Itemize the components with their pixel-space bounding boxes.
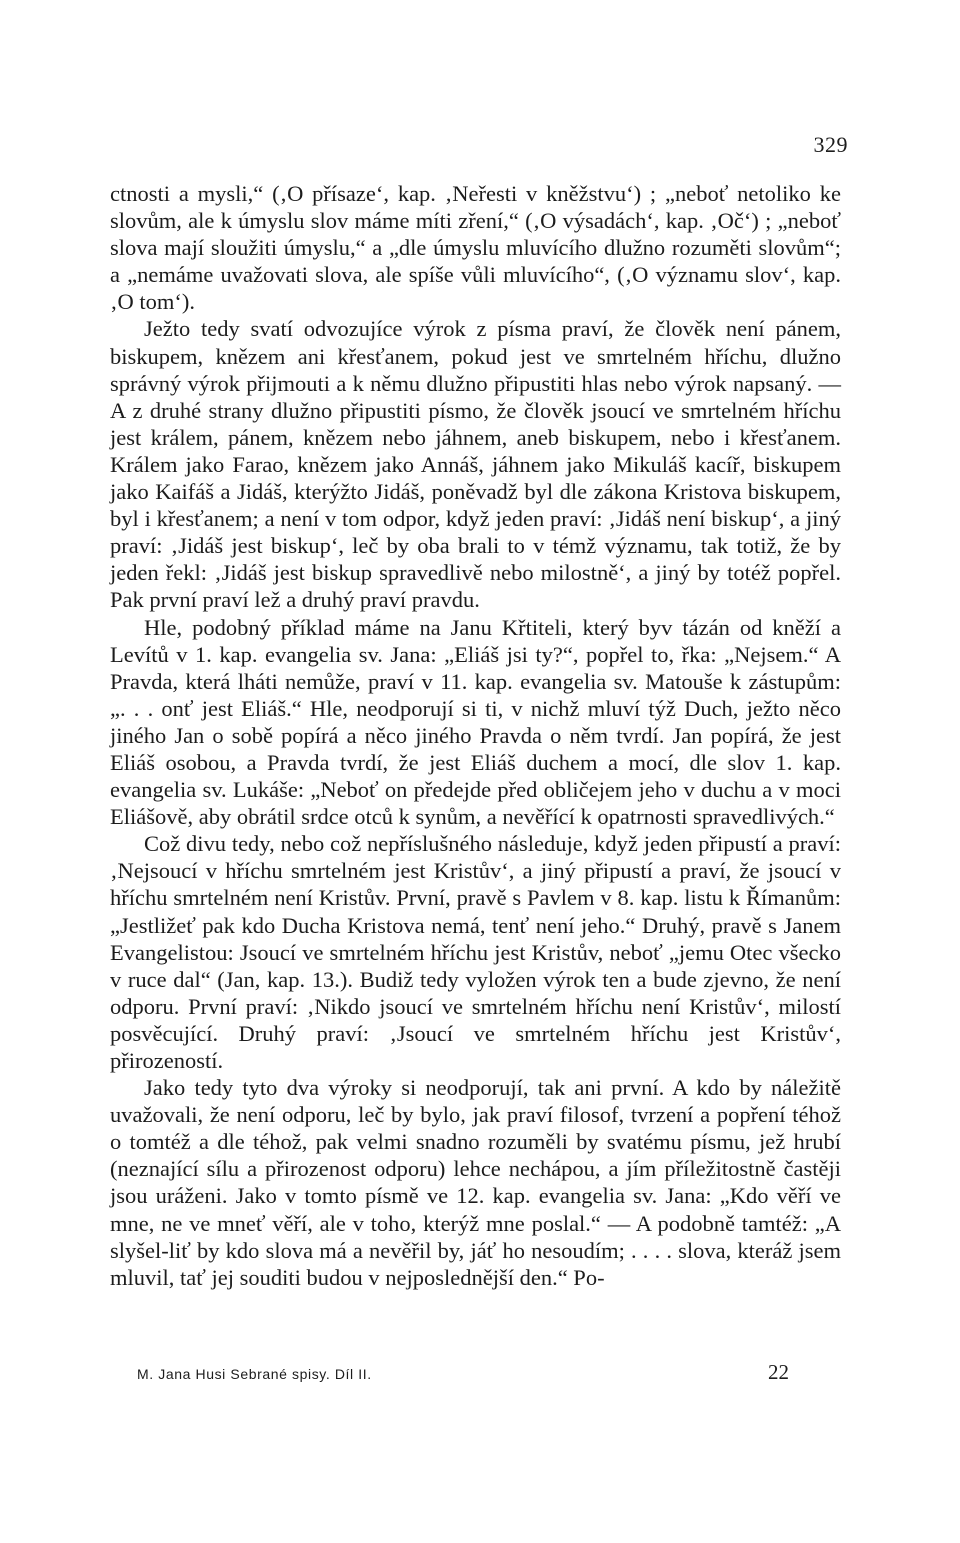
footer-title: M. Jana Husi Sebrané spisy. Díl II.	[137, 1366, 372, 1382]
paragraph-2: Ježto tedy svatí odvozujíce výrok z písma praví, že člověk není pánem, biskupem, knězem ani křesťanem, pokud jest ve smrtelném hříchu, dlužno správný výrok přijmouti a k němu dlužno připustiti hlas nebo výrok napsaný. — A z druhé strany dlužno připustiti písmo, že člověk jsoucí ve smrtelném hříchu jest králem, pánem, knězem nebo jáhnem, aneb biskupem, nebo i křesťanem. Králem jako Farao, knězem jako Annáš, jáhnem jako Mikuláš kacíř, biskupem jako Kaifáš a Jidáš, kterýžto Jidáš, poněvadž byl dle zákona Kristova biskupem, byl i křesťanem; a není v tom odpor, když jeden praví: ‚Jidáš není biskup‘, a jiný praví: ‚Jidáš jest biskup‘, leč by oba brali to v témž významu, tak totiž, že by jeden řekl: ‚Jidáš jest biskup spravedlivě nebo milostně‘, a jiný by totéž popřel. Pak první praví lež a druhý praví pravdu.	[110, 316, 841, 613]
signature-mark: 22	[768, 1360, 789, 1384]
page-footer	[137, 1360, 789, 1385]
paragraph-1: ctnosti a mysli,“ (‚O přísaze‘, kap. ‚Neřesti v kněžstvu‘) ; „neboť netoliko ke slovům, ale k úmyslu slov máme míti zření,“ (‚O výsadách‘, kap. ‚Oč‘) ; „neboť slova mají sloužiti úmyslu,“ a „dle úmyslu mluvícího dlužno rozuměti slovům“; a „nemáme uvažovati slova, ale spíše vůli mluvícího“, (‚O významu slov‘, kap. ‚O tom‘).	[110, 181, 841, 315]
paragraph-4: Což divu tedy, nebo což nepříslušného následuje, když jeden připustí a praví: ‚Nejsoucí v hříchu smrtelném jest Kristův‘, a jiný připustí a praví, že jsoucí v hříchu smrtelném není Kristův. První, pravě s Pavlem v 8. kap. listu k Římanům: „Jestližeť pak kdo Ducha Kristova nemá, tenť není jeho.“ Druhý, pravě s Janem Evangelistou: Jsoucí ve smrtelném hříchu jest Kristův, neboť „jemu Otec všecko v ruce dal“ (Jan, kap. 13.). Budiž tedy vyložen výrok ten a bude zjevno, že není odporu. První praví: ‚Nikdo jsoucí ve smrtelném hříchu není Kristův‘, milostí posvěcující. Druhý praví: ‚Jsoucí ve smrtelném hříchu jest Kristův‘, přirozeností.	[110, 831, 841, 1073]
body-text	[110, 180, 841, 1291]
paragraph-5: Jako tedy tyto dva výroky si neodporují, tak ani první. A kdo by náležitě uvažovali, že není odporu, leč by bylo, jak praví filosof, tvrzení a popření téhož o tomtéž a dle téhož, pak velmi snadno rozuměli by svatému písmu, jež hrubí (neznající sílu a přirozenost odporu) lehce nechápou, a jím příležitostně častěji jsou uráženi. Jako v tomto písmě ve 12. kap. evangelia sv. Jana: „Kdo věří ve mne, ne ve mneť věří, ale v toho, kterýž mne poslal.“ — A podobně tamtéž: „A slyšel-liť by kdo slova má a nevěřil by, jáť ho nesoudím; . . . . slova, kteráž jsem mluvil, tať jej souditi budou v nejposlednější den.“ Po-	[110, 1075, 841, 1290]
paragraph-3: Hle, podobný příklad máme na Janu Křtiteli, který byv tázán od kněží a Levítů v 1. kap. evangelia sv. Jana: „Eliáš jsi ty?“, popřel to, řka: „Nejsem.“ A Pravda, která lháti nemůže, praví v 11. kap. evangelia sv. Matouše k zástupům: „. . . onť jest Eliáš.“ Hle, neodporují si ti, v nichž mluví týž Duch, ježto něco jiného Jan o sobě popírá a něco jiného Pravda o něm tvrdí. Jan popírá, že jest Eliáš osobou, a Pravda tvrdí, že jest Eliáš duchem a mocí, dle slov 1. kap. evangelia sv. Lukáše: „Neboť on předejde před obličejem jeho v duchu a v moci Eliášově, aby obrátil srdce otců k synům, a nevěřící k opatrnosti spravedlivých.“	[110, 614, 841, 830]
page-number: 329	[813, 132, 848, 157]
